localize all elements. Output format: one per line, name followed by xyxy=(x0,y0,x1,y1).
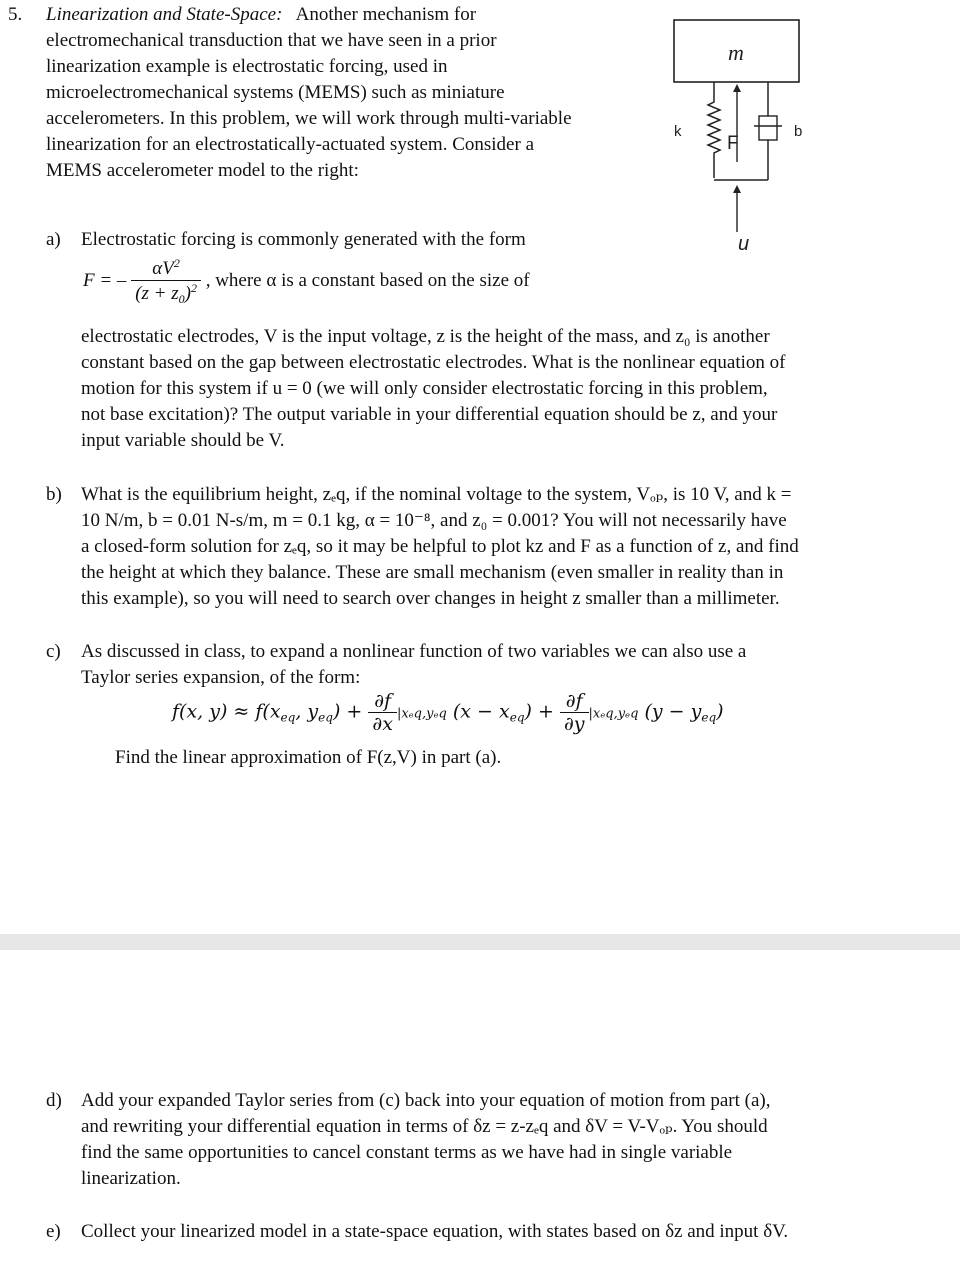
formula-lhs: F = – xyxy=(83,269,127,291)
part-c-label: c) xyxy=(46,641,61,662)
formula-numerator-exponent: 2 xyxy=(173,256,180,270)
part-b-line: the height at which they balance. These are small mechanism (even smaller in reality than in xyxy=(81,562,784,583)
mems-accelerometer-diagram xyxy=(660,14,820,259)
intro-line: microelectromechanical systems (MEMS) such as miniature xyxy=(46,82,505,103)
formula-trailing-text: , where α is a constant based on the size of xyxy=(205,269,530,291)
formula-numerator: αV xyxy=(152,258,174,279)
mass-label: m xyxy=(728,40,744,65)
part-c-body xyxy=(81,639,941,691)
partial-f: ∂f xyxy=(565,690,583,712)
intro-line: MEMS accelerometer model to the right: xyxy=(46,160,359,181)
part-b-line: a closed-form solution for zₑq, so it may be helpful to plot kz and F as a function of z, and find xyxy=(81,536,799,557)
taylor-subscript: eq xyxy=(318,710,333,725)
formula-denominator: (z + z xyxy=(135,283,179,304)
taylor-subscript: eq xyxy=(280,710,296,725)
part-c-find-line: Find the linear approximation of F(z,V) in part (a). xyxy=(115,747,502,768)
part-b-line: What is the equilibrium height, zₑq, if the nominal voltage to the system, Vₒₚ, is 10 V, and k = xyxy=(81,484,792,505)
taylor-lhs: f(x, y) ≈ f(x xyxy=(172,700,281,723)
partial-f: ∂f xyxy=(374,690,392,712)
part-a-line: electrostatic electrodes, V is the input voltage, z is the height of the mass, and z₀ is another xyxy=(81,326,770,347)
part-e-line: Collect your linearized model in a state-space equation, with states based on δz and input δV. xyxy=(81,1221,789,1242)
part-b-line: 10 N/m, b = 0.01 N-s/m, m = 0.1 kg, α = 10⁻⁸, and z₀ = 0.001? You will not necessarily have xyxy=(81,510,787,531)
part-a-line: input variable should be V. xyxy=(81,430,285,451)
partial-x: ∂x xyxy=(368,712,397,735)
intro-first-line-rest: Another mechanism for xyxy=(295,4,477,25)
intro-line: linearization example is electrostatic forcing, used in xyxy=(46,56,448,77)
formula-denominator-exponent: 2 xyxy=(190,281,197,295)
force-label: F xyxy=(727,133,739,154)
part-d-line: linearization. xyxy=(81,1168,181,1189)
problem-intro xyxy=(46,2,646,184)
part-d-line: and rewriting your differential equation in terms of δz = z-zₑq and δV = V-Vₒₚ. You should xyxy=(81,1116,768,1137)
eval-point: |xₑq,yₑq xyxy=(588,706,639,722)
spring-label: k xyxy=(674,123,682,140)
eval-point: |xₑq,yₑq xyxy=(396,706,447,722)
intro-first-line xyxy=(46,2,646,28)
taylor-series-formula: f(x, $y) \approx f(x_{eq}$, $y_{eq}$) + $\frac{\partial f}{\partial x}$ |xₑq,yₑq $(x - x_{eq})$ + $\frac{\partial f}{\partial y}$ |xₑq,yₑq $(y - y_{eq})$ xyxy=(172,690,724,735)
problem-title: Linearization and State-Space: xyxy=(46,4,283,25)
partial-x-fraction xyxy=(368,690,397,735)
intro-line: electromechanical transduction that we have seen in a prior xyxy=(46,30,497,51)
problem-number: 5. xyxy=(8,4,23,25)
formula-denominator-close: ) xyxy=(184,283,191,304)
part-a-label: a) xyxy=(46,229,61,250)
part-b-line: this example), so you will need to search over changes in height z smaller than a millimeter. xyxy=(81,588,780,609)
taylor-subscript: eq xyxy=(701,710,717,725)
part-a-first-line: Electrostatic forcing is commonly generated with the form xyxy=(81,229,526,250)
formula-fraction xyxy=(131,256,201,307)
part-a-line: not base excitation)? The output variable in your differential equation should be z, and your xyxy=(81,404,778,425)
part-e-label: e) xyxy=(46,1221,61,1242)
part-d-line: find the same opportunities to cancel constant terms as we have had in single variable xyxy=(81,1142,733,1163)
damper-piston xyxy=(759,116,777,140)
part-a-line: constant based on the gap between electrostatic electrodes. What is the nonlinear equation of xyxy=(81,352,786,373)
taylor-subscript: eq xyxy=(509,710,525,725)
part-b-label: b) xyxy=(46,484,62,505)
input-arrow-head xyxy=(733,185,741,193)
force-arrow-head xyxy=(733,84,741,92)
page-break-band xyxy=(0,934,960,950)
part-d-line: Add your expanded Taylor series from (c) back into your equation of motion from part (a), xyxy=(81,1090,771,1111)
taylor-term-y: (y − y xyxy=(644,700,702,723)
input-label: u xyxy=(738,233,750,255)
taylor-term-x: (x − x xyxy=(452,700,510,723)
part-b-body xyxy=(81,482,951,612)
part-c-line: Taylor series expansion, of the form: xyxy=(81,667,361,688)
intro-line: linearization for an electrostatically-actuated system. Consider a xyxy=(46,134,534,155)
part-d-label: d) xyxy=(46,1090,62,1111)
intro-line: accelerometers. In this problem, we will work through multi-variable xyxy=(46,108,572,129)
partial-y: ∂y xyxy=(560,712,589,735)
formula-denominator-subscript: 0 xyxy=(178,292,185,306)
part-d-body xyxy=(81,1088,951,1192)
spring-icon xyxy=(708,82,720,178)
partial-y-fraction xyxy=(560,690,589,735)
part-c-line: As discussed in class, to expand a nonlinear function of two variables we can also use a xyxy=(81,641,747,662)
part-a-body xyxy=(81,324,941,454)
damper-label: b xyxy=(794,123,803,140)
part-a-line: motion for this system if u = 0 (we will only consider electrostatic forcing in this problem, xyxy=(81,378,768,399)
electrostatic-force-formula xyxy=(83,256,530,307)
